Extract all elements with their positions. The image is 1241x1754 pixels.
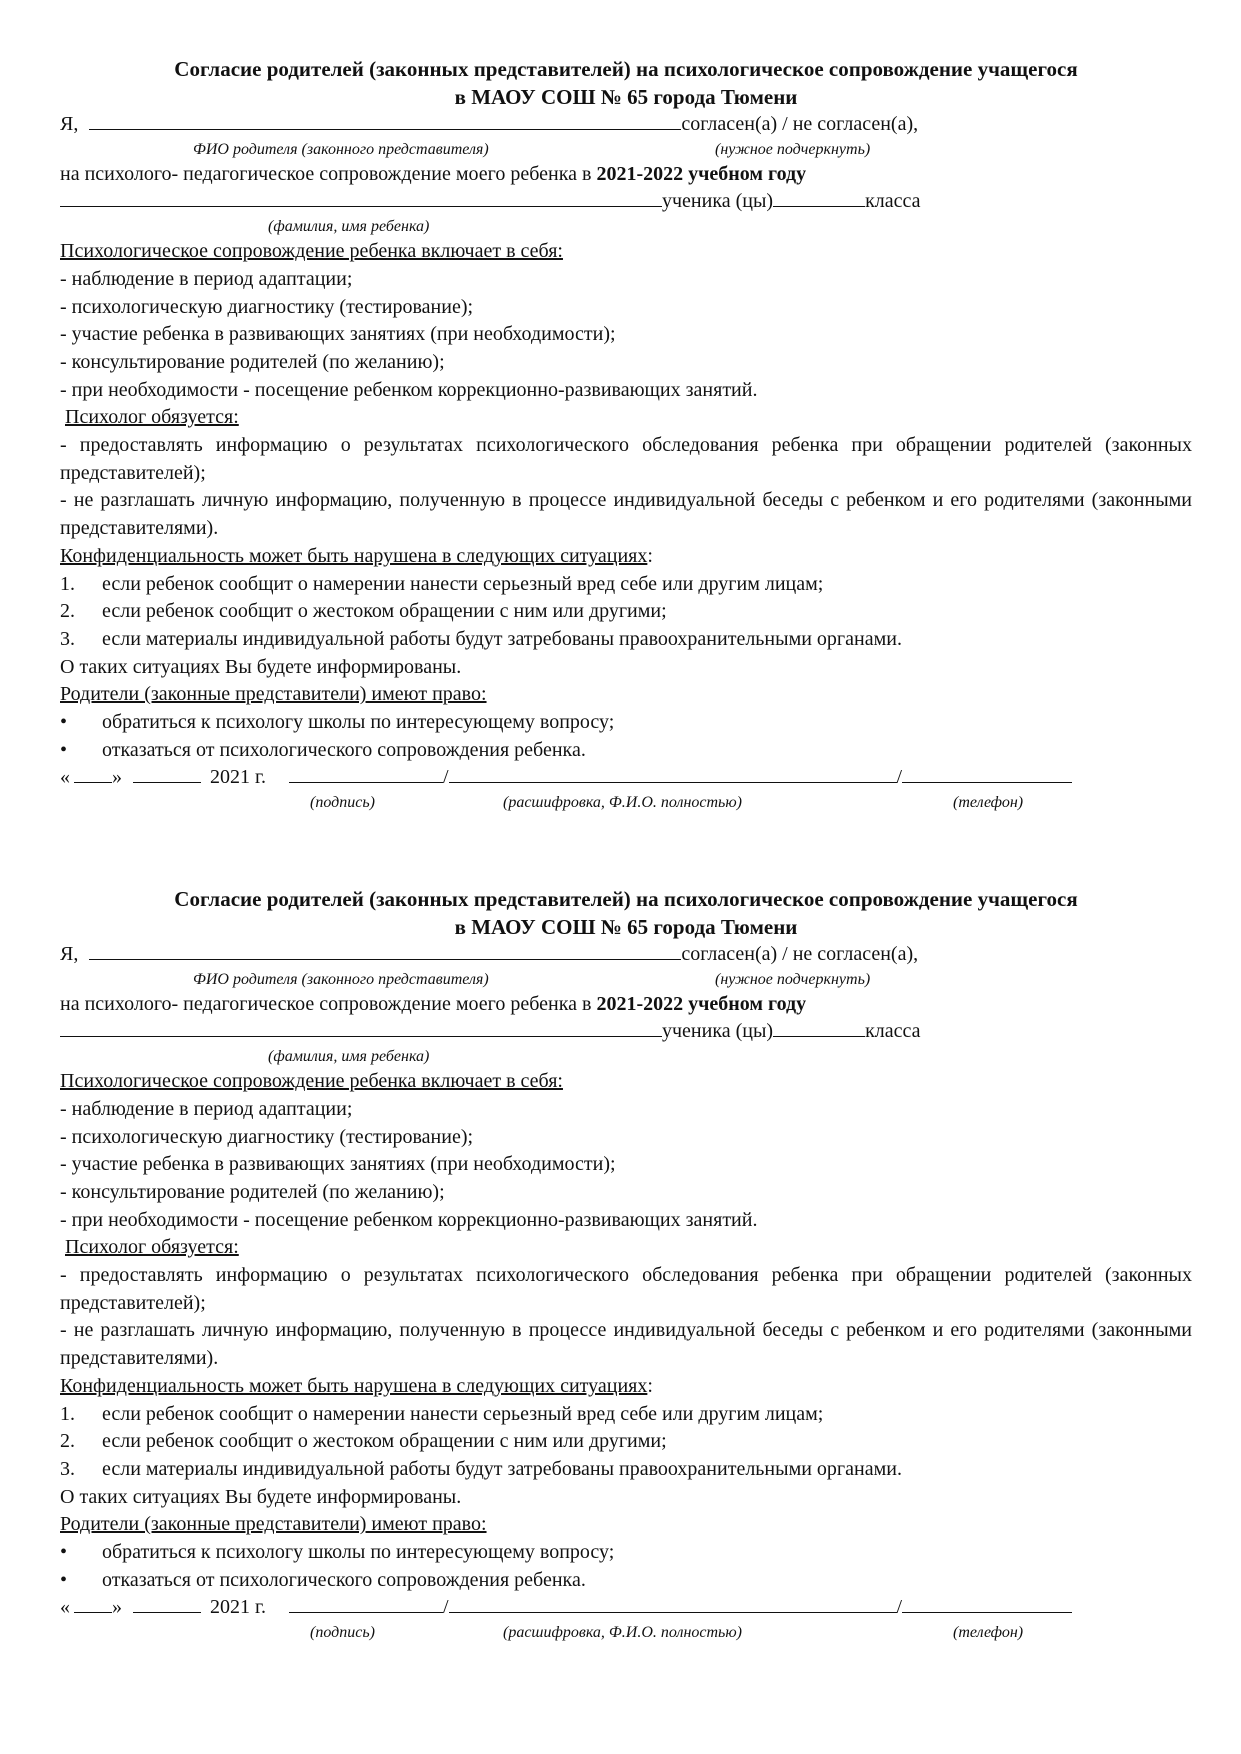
phone-field[interactable]	[902, 764, 1072, 783]
rights-item: • отказаться от психологического сопровождения ребенка.	[60, 1568, 586, 1591]
form-title	[60, 885, 1192, 941]
confidential-item: 1. если ребенок сообщит о намерении нанести серьезный вред себе или другим лицам;	[60, 572, 824, 595]
class-field[interactable]	[773, 1018, 865, 1037]
hint-parent-fio: ФИО родителя (законного представителя)	[193, 970, 489, 988]
child-name-line	[60, 1018, 1192, 1046]
decode-field[interactable]	[449, 1594, 897, 1613]
obliges-heading: Психолог обязуется:	[65, 406, 239, 429]
includes-item: - консультирование родителей (по желанию);	[60, 1180, 445, 1203]
confidential-heading: Конфиденциальность может быть нарушена в следующих ситуациях:	[60, 544, 653, 567]
rights-heading: Родители (законные представители) имеют право:	[60, 683, 487, 706]
signature-line: « » 2021 г. / /	[60, 1594, 1192, 1622]
includes-item: - при необходимости - посещение ребенком коррекционно-развивающих занятий.	[60, 1208, 758, 1231]
sign-year: 2021 г.	[210, 766, 266, 789]
obliges-item: - предоставлять информацию о результатах психологического обследования ребенка при обращении родителей (законных представителей);	[60, 434, 1192, 484]
signature-field[interactable]	[289, 1594, 443, 1613]
includes-item: - наблюдение в период адаптации;	[60, 1097, 353, 1120]
ya-label: Я,	[60, 943, 79, 965]
accompany-text: на психолого- педагогическое сопровождение моего ребенка в	[60, 162, 597, 185]
month-field[interactable]	[133, 764, 201, 783]
child-hints	[60, 216, 1192, 238]
includes-heading: Психологическое сопровождение ребенка включает в себя:	[60, 240, 563, 263]
month-field[interactable]	[133, 1594, 201, 1613]
rights-item: • отказаться от психологического сопровождения ребенка.	[60, 738, 586, 761]
student-label: ученика (цы)	[662, 190, 774, 213]
obliges-item: - не разглашать личную информацию, полученную в процессе индивидуальной беседы с ребенком и его родителями (законными представителями).	[60, 1319, 1192, 1370]
hint-phone: (телефон)	[953, 1624, 1024, 1642]
form-title	[60, 55, 1192, 111]
class-label: класса	[865, 1020, 921, 1043]
title-line-2: в МАОУ СОШ № 65 города Тюмени	[454, 915, 798, 939]
includes-item: - психологическую диагностику (тестирование);	[60, 295, 474, 318]
confidential-item: 2. если ребенок сообщит о жестоком обращении с ним или другими;	[60, 600, 667, 623]
obliges-list	[60, 432, 1192, 543]
parent-name-field[interactable]	[89, 111, 681, 130]
day-field[interactable]	[74, 1594, 112, 1613]
rights-item: • обратиться к психологу школы по интересующему вопросу;	[60, 711, 615, 734]
title-line-2: в МАОУ СОШ № 65 города Тюмени	[454, 85, 798, 109]
hint-underline-needed: (нужное подчеркнуть)	[715, 140, 871, 158]
includes-item: - консультирование родителей (по желанию);	[60, 350, 445, 373]
child-name-line	[60, 188, 1192, 216]
accompany-line	[60, 161, 1192, 189]
day-field[interactable]	[74, 764, 112, 783]
school-year: 2021-2022 учебном году	[596, 992, 807, 1015]
parent-name-line	[60, 941, 1192, 969]
confidential-item: 3. если материалы индивидуальной работы будут затребованы правоохранительными органами.	[60, 1457, 902, 1480]
ya-label: Я,	[60, 113, 79, 135]
hint-phone: (телефон)	[953, 794, 1024, 812]
informed-text: О таких ситуациях Вы будете информированы.	[60, 655, 462, 678]
signature-hints	[60, 1622, 1192, 1644]
obliges-item: - предоставлять информацию о результатах психологического обследования ребенка при обращении родителей (законных представителей);	[60, 1264, 1192, 1314]
rights-list	[60, 1539, 1192, 1594]
includes-item: - психологическую диагностику (тестирование);	[60, 1125, 474, 1148]
rights-list	[60, 709, 1192, 764]
school-year: 2021-2022 учебном году	[596, 162, 807, 185]
hint-child-name: (фамилия, имя ребенка)	[268, 1048, 430, 1066]
parent-name-line	[60, 111, 1192, 139]
phone-field[interactable]	[902, 1594, 1072, 1613]
includes-item: - при необходимости - посещение ребенком коррекционно-развивающих занятий.	[60, 378, 758, 401]
confidential-list	[60, 1401, 1192, 1484]
title-line-1: Согласие родителей (законных представителей) на психологическое сопровождение учащегося	[174, 887, 1078, 911]
confidential-item: 3. если материалы индивидуальной работы будут затребованы правоохранительными органами.	[60, 627, 902, 650]
agree-choice[interactable]: согласен(а) / не согласен(а),	[681, 113, 919, 135]
confidential-item: 2. если ребенок сообщит о жестоком обращении с ним или другими;	[60, 1430, 667, 1453]
child-hints	[60, 1046, 1192, 1068]
rights-heading: Родители (законные представители) имеют право:	[60, 1513, 487, 1536]
confidential-list	[60, 571, 1192, 654]
agree-choice[interactable]: согласен(а) / не согласен(а),	[681, 943, 919, 965]
obliges-heading: Психолог обязуется:	[65, 1236, 239, 1259]
parent-name-field[interactable]	[89, 941, 681, 960]
hint-decode: (расшифровка, Ф.И.О. полностью)	[503, 794, 742, 812]
signature-field[interactable]	[289, 764, 443, 783]
informed-text: О таких ситуациях Вы будете информированы.	[60, 1485, 462, 1508]
confidential-item: 1. если ребенок сообщит о намерении нанести серьезный вред себе или другим лицам;	[60, 1402, 824, 1425]
hint-parent-fio: ФИО родителя (законного представителя)	[193, 140, 489, 158]
obliges-item: - не разглашать личную информацию, полученную в процессе индивидуальной беседы с ребенком и его родителями (законными представителями).	[60, 489, 1192, 540]
signature-line: « » 2021 г. / /	[60, 764, 1192, 792]
includes-item: - участие ребенка в развивающих занятиях (при необходимости);	[60, 1153, 616, 1176]
consent-form-2	[60, 885, 1192, 1644]
includes-heading: Психологическое сопровождение ребенка включает в себя:	[60, 1070, 563, 1093]
hint-signature: (подпись)	[310, 1624, 375, 1642]
class-field[interactable]	[773, 188, 865, 207]
student-label: ученика (цы)	[662, 1020, 774, 1043]
confidential-heading: Конфиденциальность может быть нарушена в следующих ситуациях:	[60, 1374, 653, 1397]
hint-child-name: (фамилия, имя ребенка)	[268, 218, 430, 236]
title-line-1: Согласие родителей (законных представителей) на психологическое сопровождение учащегося	[174, 57, 1078, 81]
parent-hints	[60, 139, 1192, 161]
hint-decode: (расшифровка, Ф.И.О. полностью)	[503, 1624, 742, 1642]
obliges-list	[60, 1262, 1192, 1373]
decode-field[interactable]	[449, 764, 897, 783]
includes-list	[60, 266, 1192, 405]
child-name-field[interactable]	[60, 1018, 662, 1037]
hint-underline-needed: (нужное подчеркнуть)	[715, 970, 871, 988]
parent-hints	[60, 969, 1192, 991]
sign-year: 2021 г.	[210, 1596, 266, 1619]
hint-signature: (подпись)	[310, 794, 375, 812]
class-label: класса	[865, 190, 921, 213]
includes-list	[60, 1096, 1192, 1235]
accompany-text: на психолого- педагогическое сопровождение моего ребенка в	[60, 992, 597, 1015]
consent-form-1	[60, 55, 1192, 814]
accompany-line	[60, 991, 1192, 1019]
child-name-field[interactable]	[60, 188, 662, 207]
includes-item: - наблюдение в период адаптации;	[60, 267, 353, 290]
rights-item: • обратиться к психологу школы по интересующему вопросу;	[60, 1541, 615, 1564]
signature-hints	[60, 792, 1192, 814]
includes-item: - участие ребенка в развивающих занятиях (при необходимости);	[60, 323, 616, 346]
